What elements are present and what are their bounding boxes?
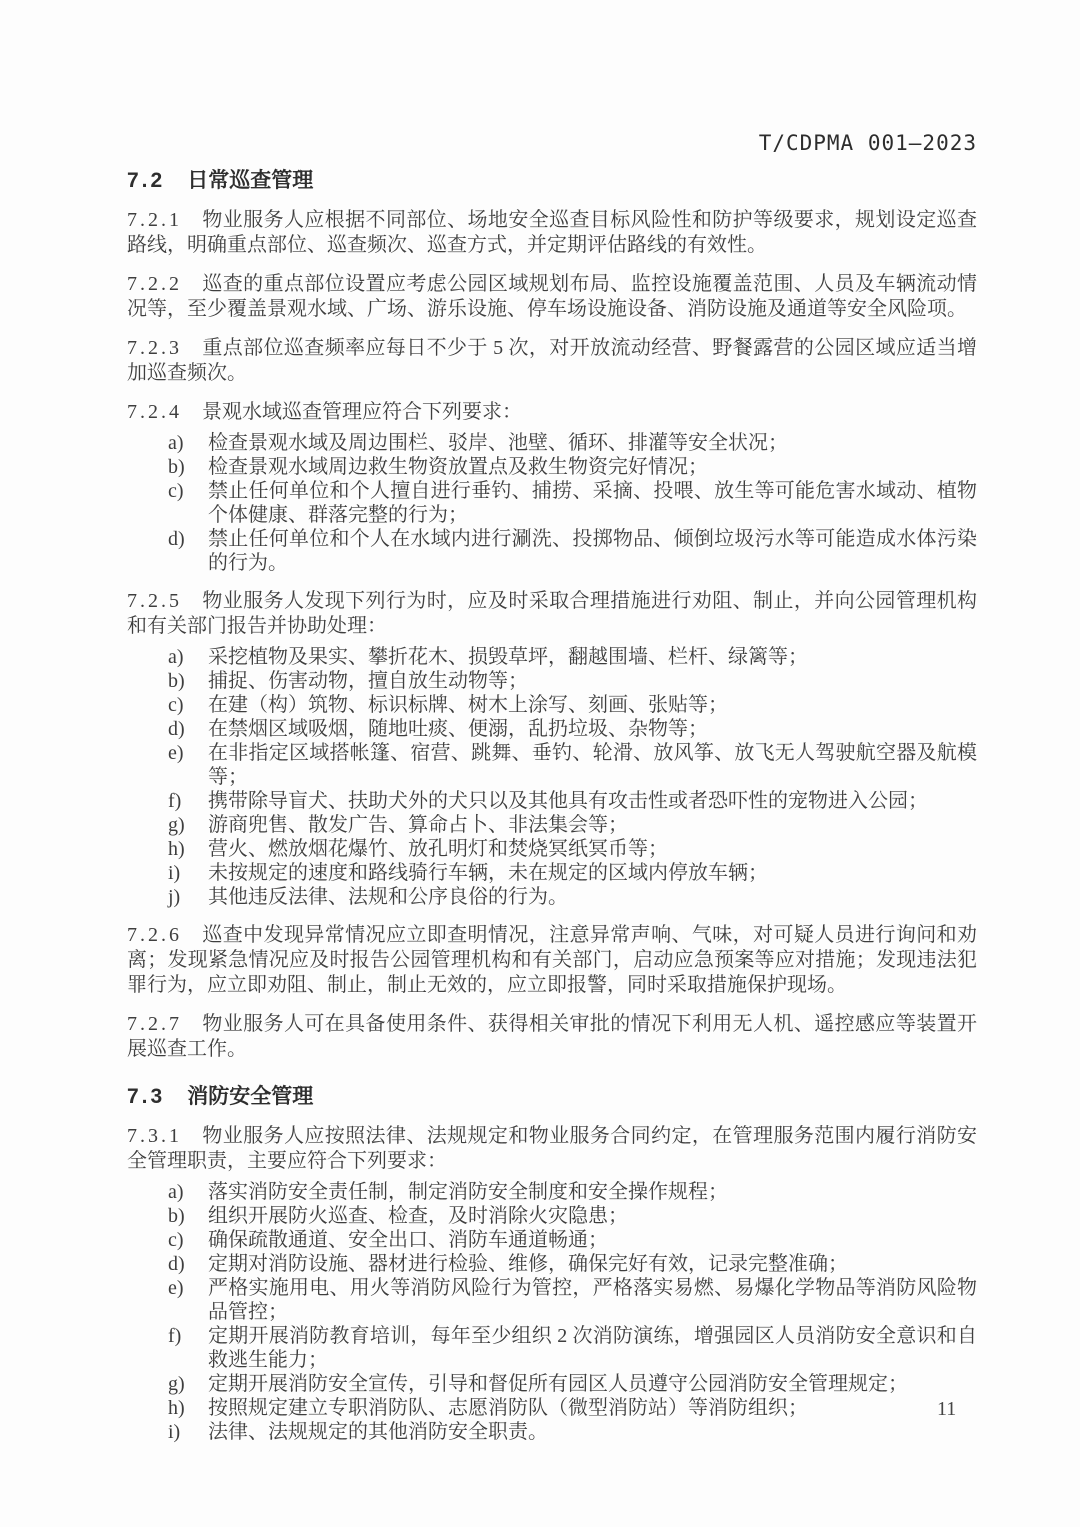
clause-number: 7.2.1 [127, 209, 182, 231]
list-item-text: 落实消防安全责任制，制定消防安全制度和安全操作规程； [208, 1181, 728, 1203]
clause-number: 7.2.3 [127, 337, 182, 359]
list-item-text: 游商兜售、散发广告、算命占卜、非法集会等； [208, 814, 628, 836]
clause-text: 巡查的重点部位设置应考虑公园区域规划布局、监控设施覆盖范围、人员及车辆流动情况等，至少覆盖景观水域、广场、游乐设施、停车场设施设备、消防设施及通道等安全风险项。 [127, 273, 977, 320]
list-item-label: a) [168, 432, 184, 454]
list-7-2-4 [127, 431, 977, 575]
list-item [127, 645, 977, 669]
list-item [127, 669, 977, 693]
section-number: 7.3 [127, 1085, 166, 1108]
list-item-text: 组织开展防火巡查、检查，及时消除火灾隐患； [208, 1205, 628, 1227]
list-item-label: i) [168, 862, 181, 884]
list-item-label: b) [168, 456, 185, 478]
clause-number: 7.3.1 [127, 1125, 182, 1147]
list-item-label: g) [168, 814, 185, 836]
list-item [127, 1204, 977, 1228]
list-item [127, 527, 977, 575]
list-item-text: 检查景观水域及周边围栏、驳岸、池壁、循环、排灌等安全状况； [208, 432, 788, 454]
list-item-label: h) [168, 838, 185, 860]
list-7-2-5 [127, 645, 977, 909]
list-item-text: 采挖植物及果实、攀折花木、损毁草坪，翻越围墙、栏杆、绿篱等； [208, 646, 808, 668]
list-item-label: b) [168, 1205, 185, 1227]
list-item-label: j) [168, 886, 181, 908]
list-item-label: h) [168, 1397, 185, 1419]
list-item [127, 861, 977, 885]
list-item-label: d) [168, 1253, 185, 1275]
list-item [127, 1252, 977, 1276]
list-item-label: d) [168, 528, 185, 550]
list-item-label: c) [168, 1229, 184, 1251]
list-item-text: 定期开展消防教育培训，每年至少组织 2 次消防演练，增强园区人员消防安全意识和自救逃生能力； [208, 1325, 977, 1371]
list-item [127, 693, 977, 717]
list-item [127, 479, 977, 527]
list-item-text: 禁止任何单位和个人在水域内进行涮洗、投掷物品、倾倒垃圾污水等可能造成水体污染的行为。 [208, 528, 977, 574]
section-title: 日常巡查管理 [187, 169, 314, 192]
document-content [127, 168, 977, 1444]
section-title: 消防安全管理 [187, 1085, 314, 1108]
clause-text: 物业服务人可在具备使用条件、获得相关审批的情况下利用无人机、遥控感应等装置开展巡查工作。 [127, 1013, 977, 1060]
list-item [127, 1228, 977, 1252]
list-item [127, 1396, 977, 1420]
clause-text: 物业服务人应根据不同部位、场地安全巡查目标风险性和防护等级要求，规划设定巡查路线，明确重点部位、巡查频次、巡查方式，并定期评估路线的有效性。 [127, 209, 977, 256]
clause-number: 7.2.7 [127, 1013, 182, 1035]
section-number: 7.2 [127, 169, 166, 192]
list-item [127, 837, 977, 861]
list-item-text: 禁止任何单位和个人擅自进行垂钓、捕捞、采摘、投喂、放生等可能危害水域动、植物个体健康、群落完整的行为； [208, 480, 977, 526]
list-item [127, 1180, 977, 1204]
list-item-label: g) [168, 1373, 185, 1395]
clause-number: 7.2.5 [127, 590, 182, 612]
clause-text: 物业服务人发现下列行为时，应及时采取合理措施进行劝阻、制止，并向公园管理机构和有关部门报告并协助处理： [127, 590, 977, 637]
clause-7-2-5 [127, 589, 977, 639]
list-item [127, 1324, 977, 1372]
list-item-label: e) [168, 742, 184, 764]
page-number: 11 [937, 1398, 957, 1420]
list-7-3-1 [127, 1180, 977, 1444]
list-item [127, 885, 977, 909]
page-footer [937, 1398, 956, 1421]
list-item [127, 717, 977, 741]
list-item [127, 813, 977, 837]
list-item-text: 法律、法规规定的其他消防安全职责。 [208, 1421, 548, 1443]
list-item-text: 在禁烟区域吸烟，随地吐痰、便溺，乱扔垃圾、杂物等； [208, 718, 708, 740]
clause-7-2-2 [127, 272, 977, 322]
clause-number: 7.2.2 [127, 273, 182, 295]
list-item-text: 其他违反法律、法规和公序良俗的行为。 [208, 886, 568, 908]
list-item-text: 营火、燃放烟花爆竹、放孔明灯和焚烧冥纸冥币等； [208, 838, 668, 860]
clause-number: 7.2.4 [127, 401, 182, 423]
list-item [127, 1372, 977, 1396]
doc-code: T/CDPMA 001—2023 [758, 131, 977, 155]
list-item-text: 未按规定的速度和路线骑行车辆，未在规定的区域内停放车辆； [208, 862, 768, 884]
list-item-text: 严格实施用电、用火等消防风险行为管控，严格落实易燃、易爆化学物品等消防风险物品管控； [208, 1277, 977, 1323]
clause-number: 7.2.6 [127, 924, 182, 946]
list-item [127, 1420, 977, 1444]
page-header [759, 131, 977, 155]
clause-7-2-7 [127, 1012, 977, 1062]
list-item-label: c) [168, 480, 184, 502]
list-item [127, 431, 977, 455]
clause-7-2-6 [127, 923, 977, 998]
list-item-label: i) [168, 1421, 181, 1443]
clause-text: 巡查中发现异常情况应立即查明情况，注意异常声响、气味，对可疑人员进行询问和劝离；发现紧急情况应及时报告公园管理机构和有关部门，启动应急预案等应对措施；发现违法犯罪行为，应立即劝阻、制止，制止无效的，应立即报警，同时采取措施保护现场。 [127, 924, 977, 996]
list-item-text: 定期开展消防安全宣传，引导和督促所有园区人员遵守公园消防安全管理规定； [208, 1373, 908, 1395]
list-item [127, 1276, 977, 1324]
list-item-text: 确保疏散通道、安全出口、消防车通道畅通； [208, 1229, 608, 1251]
clause-7-2-1 [127, 208, 977, 258]
list-item-label: b) [168, 670, 185, 692]
list-item-text: 检查景观水域周边救生物资放置点及救生物资完好情况； [208, 456, 708, 478]
list-item-text: 按照规定建立专职消防队、志愿消防队（微型消防站）等消防组织； [208, 1397, 808, 1419]
list-item [127, 789, 977, 813]
list-item-label: d) [168, 718, 185, 740]
list-item-label: c) [168, 694, 184, 716]
section-heading-7-3 [127, 1084, 977, 1110]
list-item-text: 定期对消防设施、器材进行检验、维修，确保完好有效，记录完整准确； [208, 1253, 848, 1275]
clause-text: 景观水域巡查管理应符合下列要求： [202, 401, 522, 423]
clause-text: 物业服务人应按照法律、法规规定和物业服务合同约定，在管理服务范围内履行消防安全管理职责，主要应符合下列要求： [127, 1125, 977, 1172]
list-item-label: a) [168, 646, 184, 668]
clause-7-2-4 [127, 400, 977, 425]
list-item [127, 455, 977, 479]
list-item-label: f) [168, 1325, 182, 1347]
list-item [127, 741, 977, 789]
list-item-label: e) [168, 1277, 184, 1299]
section-heading-7-2 [127, 168, 977, 194]
list-item-text: 在非指定区域搭帐篷、宿营、跳舞、垂钓、轮滑、放风筝、放飞无人驾驶航空器及航模等； [208, 742, 977, 788]
list-item-text: 携带除导盲犬、扶助犬外的犬只以及其他具有攻击性或者恐吓性的宠物进入公园； [208, 790, 928, 812]
list-item-label: a) [168, 1181, 184, 1203]
clause-7-3-1 [127, 1124, 977, 1174]
list-item-text: 捕捉、伤害动物，擅自放生动物等； [208, 670, 528, 692]
clause-text: 重点部位巡查频率应每日不少于 5 次，对开放流动经营、野餐露营的公园区域应适当增加巡查频次。 [127, 337, 977, 384]
list-item-text: 在建（构）筑物、标识标牌、树木上涂写、刻画、张贴等； [208, 694, 728, 716]
clause-7-2-3 [127, 336, 977, 386]
list-item-label: f) [168, 790, 182, 812]
